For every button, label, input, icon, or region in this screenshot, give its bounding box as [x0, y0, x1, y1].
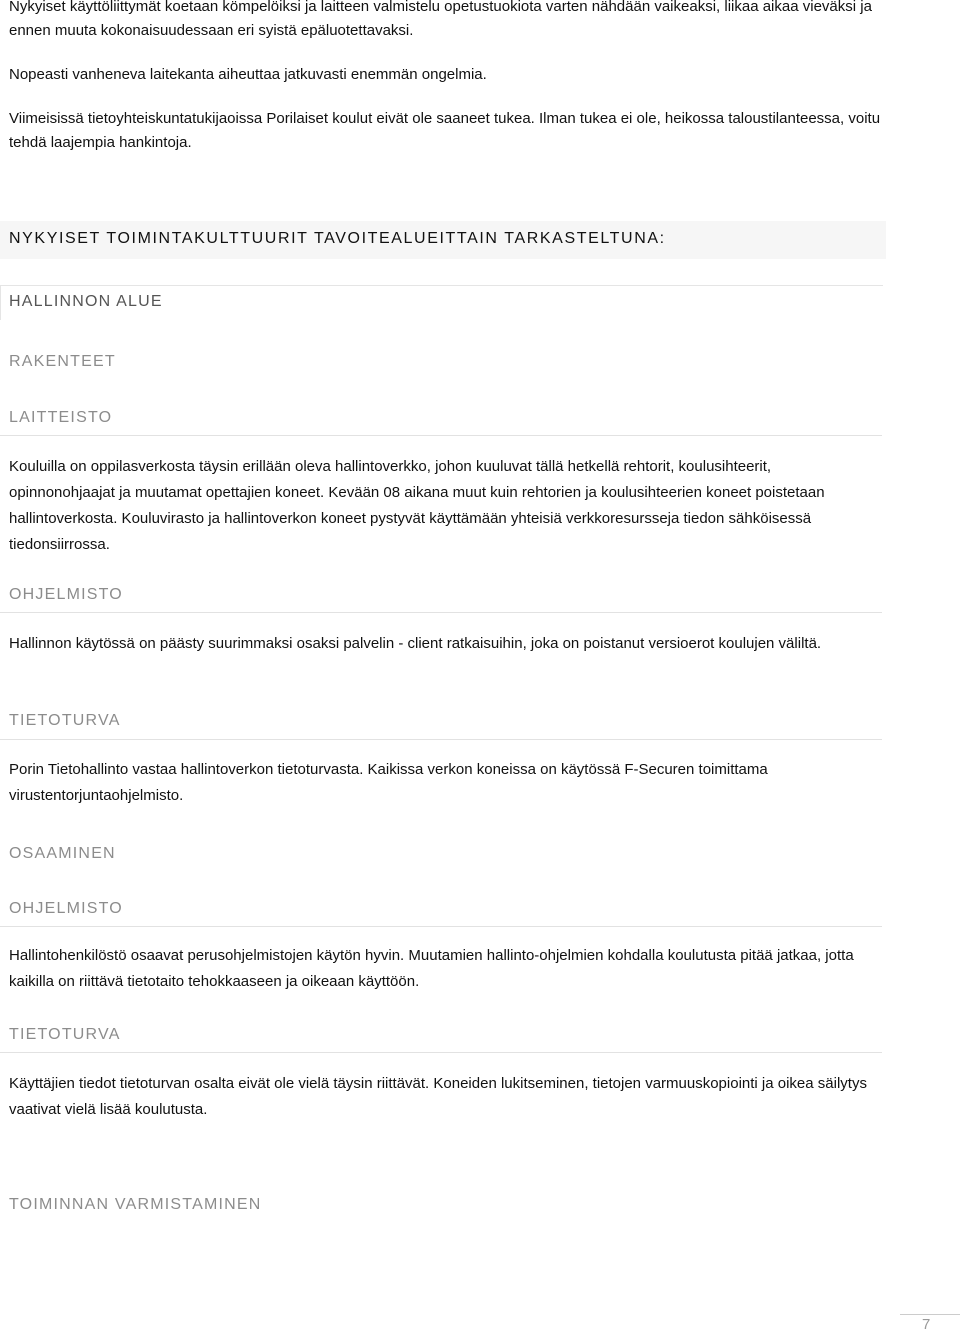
intro-paragraph-1: Nykyiset käyttöliittymät koetaan kömpelöiksi ja laitteen valmistelu opetustuokiota varten nähdään vaikeaksi, liikaa aikaa vieväksi ja ennen muuta kokonaisuudessaan eri syistä epäluotettavaksi.: [9, 0, 872, 39]
divider: [0, 739, 882, 740]
heading-ohjelmisto-2: OHJELMISTO: [9, 900, 123, 917]
paragraph-tietoturva-2: Käyttäjien tiedot tietoturvan osalta eivät ole vielä täysin riittävät. Koneiden lukitseminen, tietojen varmuuskopiointi ja oikea säilytys vaativat vielä lisää koulutusta.: [9, 1075, 867, 1118]
paragraph-ohjelmisto-2: Hallintohenkilöstö osaavat perusohjelmistojen käytön hyvin. Muutamien hallinto-ohjelmien kohdalla koulutusta pitää jatkaa, jotta kaikilla on riittävä tietotaito tehokkaaseen ja oikeaan käyttöön.: [9, 947, 854, 990]
heading-tietoturva-2: TIETOTURVA: [9, 1026, 121, 1043]
heading-hallinnon-alue: HALLINNON ALUE: [9, 293, 163, 310]
heading-osaaminen: OSAAMINEN: [9, 845, 116, 862]
intro-paragraph-3: Viimeisissä tietoyhteiskuntatukijaoissa Porilaiset koulut eivät ole saaneet tukea. Ilman tukea ei ole, heikossa taloustilanteessa, voitu tehdä laajempia hankintoja.: [9, 110, 881, 151]
heading-rakenteet: RAKENTEET: [9, 353, 116, 370]
heading-tietoturva: TIETOTURVA: [9, 712, 121, 729]
paragraph-tietoturva: Porin Tietohallinto vastaa hallintoverkon tietoturvasta. Kaikissa verkon koneissa on käytössä F-Securen toimittama virustentorjuntaohjelmisto.: [9, 761, 768, 804]
heading-laitteisto: LAITTEISTO: [9, 409, 113, 426]
section-banner: [0, 221, 886, 259]
footer-divider: [900, 1314, 960, 1315]
divider: [0, 1052, 882, 1053]
heading-toiminnan-varmistaminen: TOIMINNAN VARMISTAMINEN: [9, 1196, 262, 1213]
paragraph-ohjelmisto: Hallinnon käytössä on päästy suurimmaksi osaksi palvelin - client ratkaisuihin, joka on poistanut versioerot koulujen väliltä.: [9, 635, 822, 652]
heading-ohjelmisto: OHJELMISTO: [9, 586, 123, 603]
intro-paragraph-2: Nopeasti vanheneva laitekanta aiheuttaa jatkuvasti enemmän ongelmia.: [9, 66, 487, 83]
divider: [0, 435, 882, 436]
section-title: NYKYISET TOIMINTAKULTTUURIT TAVOITEALUEITTAIN TARKASTELTUNA:: [9, 230, 666, 247]
paragraph-laitteisto: Kouluilla on oppilasverkosta täysin erillään oleva hallintoverkko, johon kuuluvat tällä hetkellä rehtorit, koulusihteerit, opinnonohjaajat ja muutamat opettajien koneet. Kevään 08 aikana muut kuin rehtorien ja koulusihteerien koneet poistetaan hallintoverkosta. Kouluvirasto ja hallintoverkon koneet pystyvät käyttämään yhteisiä verkkoresursseja tiedon sähköisessä tiedonsiirrossa.: [9, 458, 825, 553]
divider: [0, 926, 882, 927]
divider: [0, 612, 882, 613]
page-number: 7: [922, 1316, 931, 1333]
